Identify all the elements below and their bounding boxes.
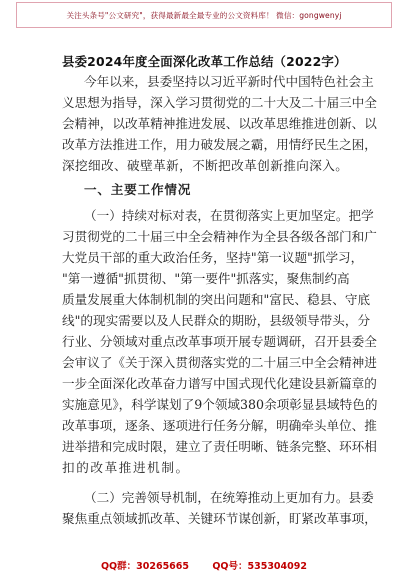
body-line: （二）完善领导机制，在统筹推动上更加有力。县委 xyxy=(84,490,374,505)
body-line: "第一遵循"抓贯彻、"第一要件"抓落实，聚焦制约高 xyxy=(62,271,350,286)
body-line: 义思想为指导，深入学习贯彻党的二十大及二十届三中全 xyxy=(62,95,377,110)
section-heading: 一、主要工作情况 xyxy=(84,182,192,197)
body-line: 聚焦重点领域抓改革、关键环节谋创新，盯紧改革事项， xyxy=(62,511,377,526)
body-line: 会审议了《关于深入贯彻落实党的二十届三中全会精神进 xyxy=(62,355,377,370)
body-line: （一）持续对标对表，在贯彻落实上更加坚定。把学 xyxy=(84,208,374,223)
body-line: 改革方法推进工作，用力破发展之霸，用情纾民生之困， xyxy=(62,137,377,152)
document-title: 县委2024年度全面深化改革工作总结（2022字） xyxy=(62,54,347,69)
promo-banner-text: 关注头条号"公文研究"，获得最新最全最专业的公文资料库！ 微信：gongwenyj xyxy=(66,10,342,20)
promo-banner xyxy=(16,2,392,28)
body-line: 习贯彻党的二十届三中全会精神作为全县各级各部门和广 xyxy=(62,229,377,244)
body-line: 会精神，以改革精神推进发展、以改革思维推进创新、以 xyxy=(62,116,377,131)
body-line: 线"的现实需要以及人民群众的期盼，县级领导带头，分 xyxy=(62,313,371,328)
body-line: 实施意见》，科学谋划了9个领域380余项彰显县域特色的 xyxy=(62,397,378,412)
body-line: 深挖细改、破壁革新，不断把改革创新推向深入。 xyxy=(62,158,349,173)
body-line: 改革事项，逐条、逐项进行任务分解，明确牵头单位、推 xyxy=(62,418,377,433)
body-line: 扣的改革推进机制。 xyxy=(62,460,190,475)
body-line: 一步全面深化改革奋力谱写中国式现代化建设县新篇章的 xyxy=(62,376,377,391)
footer-qq-number: QQ号：535304092 xyxy=(212,561,307,572)
footer-qq-group: QQ群：30265665 xyxy=(100,561,190,572)
body-line: 进举措和完成时限，建立了责任明晰、链条完整、环环相 xyxy=(62,439,377,454)
body-line: 今年以来，县委坚持以习近平新时代中国特色社会主 xyxy=(84,74,374,89)
body-line: 大党员干部的重大政治任务，坚持"第一议题"抓学习， xyxy=(62,250,364,265)
body-line: 行业、分领域对重点改革事项开展专题调研，召开县委全 xyxy=(62,334,377,349)
body-line: 质量发展重大体制机制的突出问题和"富民、稳县、守底 xyxy=(62,292,371,307)
footer-contact xyxy=(0,558,408,572)
